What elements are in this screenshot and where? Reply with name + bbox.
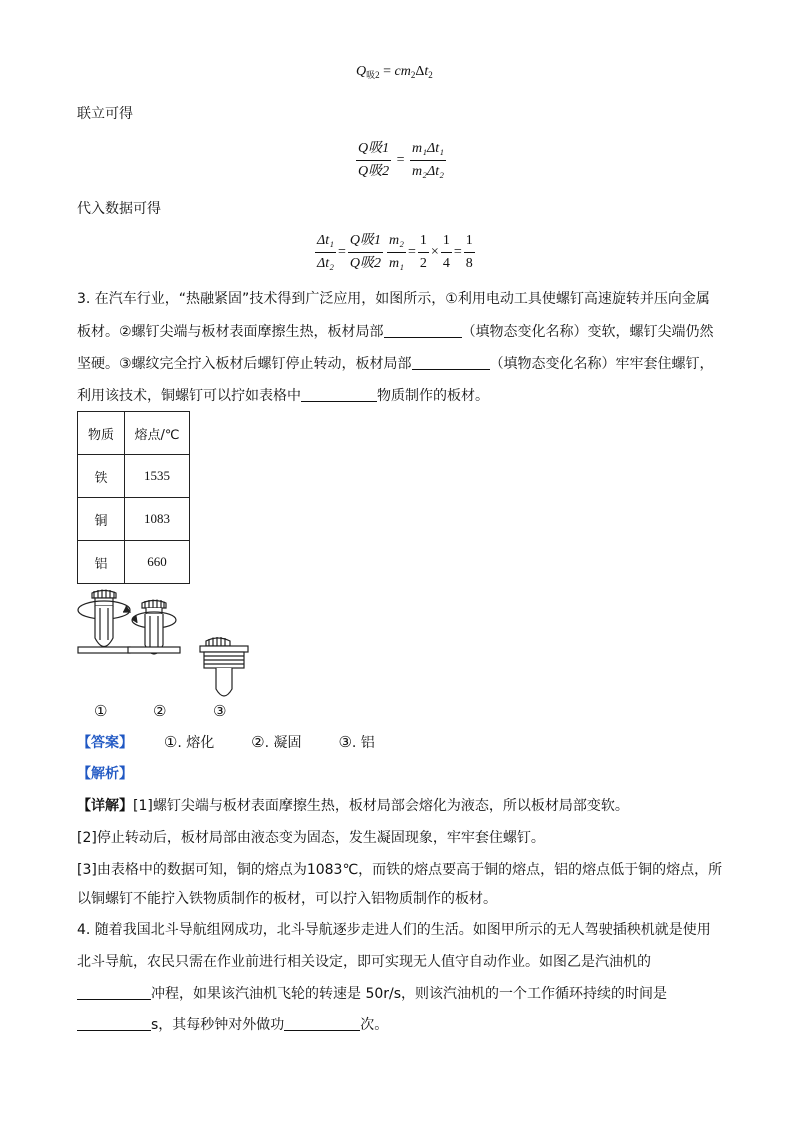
answer-3-number: ③ — [338, 733, 352, 751]
fraction-denominator: Q吸2 — [358, 164, 390, 179]
screw-1-illustration — [78, 590, 130, 654]
answer-3-text: . 铝 — [351, 735, 375, 751]
hot-melt-screw-figure — [70, 585, 260, 705]
formula-ratio — [354, 140, 448, 181]
q3-line-2-a: 板材。②螺钉尖端与板材表面摩擦生热，板材局部 — [77, 324, 384, 340]
answer-blank-5[interactable] — [77, 1016, 151, 1031]
fraction-q-ratio — [356, 140, 391, 181]
detail-text-1: [1]螺钉尖端与板材表面摩擦生热，板材局部会熔化为液态，所以板材局部变软。 — [133, 798, 629, 814]
text-dairu: 代入数据可得 — [77, 201, 161, 217]
q3-line-3-a: 坚硬。③螺纹完全拧入板材后螺钉停止转动，板材局部 — [77, 356, 412, 372]
q4-line-4-c: 次。 — [360, 1017, 389, 1033]
q3-line-2 — [77, 322, 714, 342]
text-lianli: 联立可得 — [77, 106, 133, 122]
table-row — [78, 498, 190, 541]
table-cell: 铝 — [78, 541, 125, 584]
q3-line-1: 3. 在汽车行业，“热融紧固”技术得到广泛应用，如图所示，①利用电动工具使螺钉高速旋转并压向金属 — [77, 291, 710, 307]
table-header-cell: 熔点/℃ — [125, 412, 190, 455]
formula-t-sub: 2 — [428, 70, 433, 80]
table-header-cell: 物质 — [78, 412, 125, 455]
q3-line-3-b: （填物态变化名称）牢牢套住螺钉， — [489, 356, 714, 372]
fraction-numerator: Q吸1 — [348, 232, 383, 253]
times-sign: × — [430, 244, 439, 260]
figure-label-3: ③ — [213, 702, 227, 720]
answer-1-number: ① — [163, 733, 178, 751]
table-cell: 660 — [125, 541, 190, 584]
fraction-delta-t — [315, 232, 336, 273]
detail-line-1 — [77, 796, 629, 816]
equals-sign: = — [408, 244, 416, 260]
q4-line-3 — [77, 984, 667, 1004]
table-header-row — [78, 412, 190, 455]
formula-m-sub: 2 — [410, 70, 416, 80]
fraction-denominator: m₂Δt₂ — [412, 164, 444, 179]
q4-line-4 — [77, 1015, 388, 1035]
q4-line-4-b: s，其每秒钟对外做功 — [151, 1017, 285, 1033]
fraction-one-half — [418, 232, 429, 273]
q3-line-4 — [77, 386, 489, 406]
table-row — [78, 541, 190, 584]
answer-blank-3[interactable] — [301, 387, 377, 402]
melting-point-table — [77, 411, 190, 584]
answer-2-number: ② — [251, 733, 265, 751]
formula-delta: Δ — [415, 64, 425, 79]
fraction-numerator: Δt₁ — [315, 232, 336, 253]
fraction-denominator: Δt₂ — [317, 256, 334, 271]
fraction-numerator: 1 — [418, 232, 429, 253]
fraction-numerator: m₁Δt₁ — [410, 140, 446, 161]
equals-sign: = — [383, 64, 395, 79]
q3-line-2-b: （填物态变化名称）变软，螺钉尖端仍然 — [461, 324, 714, 340]
fraction-denominator: 2 — [419, 256, 427, 271]
q4-line-2: 北斗导航，农民只需在作业前进行相关设定，即可实现无人值守自动作业。如图乙是汽油机的 — [77, 954, 651, 970]
answer-blank-2[interactable] — [412, 355, 490, 370]
fraction-denominator: m₁ — [389, 256, 404, 271]
table-cell: 铜 — [78, 498, 125, 541]
fraction-q — [348, 232, 383, 273]
fraction-m — [387, 232, 406, 273]
analysis-tag: 【解析】 — [77, 766, 133, 782]
answer-tag: 【答案】 — [77, 735, 133, 751]
screw-2-illustration — [128, 600, 180, 655]
answer-blank-1[interactable] — [384, 323, 462, 338]
table-row — [78, 455, 190, 498]
formula-cm: cm — [394, 64, 411, 79]
q4-line-1: 4. 随着我国北斗导航组网成功，北斗导航逐步走进人们的生活。如图甲所示的无人驾驶插秧机就是使用 — [77, 922, 711, 938]
fraction-one-quarter — [441, 232, 452, 273]
detail-line-3: [3]由表格中的数据可知，铜的熔点为1083℃，而铁的熔点要高于铜的熔点，铝的熔点低于铜的熔点，所 — [77, 862, 723, 878]
answer-row — [77, 732, 375, 753]
equals-sign: = — [396, 152, 405, 168]
fraction-one-eighth — [464, 232, 475, 273]
fraction-numerator: Q吸1 — [356, 140, 391, 161]
fraction-denominator: Q吸2 — [349, 256, 382, 271]
screw-3-illustration — [200, 637, 248, 696]
table-cell: 1083 — [125, 498, 190, 541]
formula-calculation — [313, 232, 477, 273]
table-cell: 铁 — [78, 455, 125, 498]
fraction-denominator: 4 — [442, 256, 450, 271]
fraction-numerator: 1 — [441, 232, 452, 253]
answer-1-text: . 熔化 — [177, 735, 215, 751]
formula-q: Q — [356, 64, 367, 79]
formula-heat-absorbed-2 — [356, 64, 433, 81]
detail-line-2: [2]停止转动后，板材局部由液态变为固态，发生凝固现象，牢牢套住螺钉。 — [77, 830, 545, 846]
equals-sign: = — [453, 244, 462, 260]
detail-line-4: 以铜螺钉不能拧入铁物质制作的板材，可以拧入铝物质制作的板材。 — [77, 891, 497, 907]
q3-line-3 — [77, 354, 714, 374]
formula-t: t — [424, 64, 429, 79]
fraction-denominator: 8 — [465, 256, 473, 271]
fraction-numerator: m₂ — [387, 232, 406, 253]
formula-q-sub: 吸2 — [366, 70, 380, 80]
q4-line-3-text: 冲程，如果该汽油机飞轮的转速是 50r/s，则该汽油机的一个工作循环持续的时间是 — [151, 986, 668, 1002]
figure-label-1: ① — [94, 702, 108, 720]
figure-label-2: ② — [153, 702, 167, 720]
fraction-mt-ratio — [410, 140, 446, 181]
q3-line-4-a: 利用该技术，铜螺钉可以拧如表格中 — [77, 388, 301, 404]
answer-2-text: . 凝固 — [264, 735, 302, 751]
table-cell: 1535 — [125, 455, 190, 498]
answer-blank-6[interactable] — [284, 1016, 360, 1031]
fraction-numerator: 1 — [464, 232, 475, 253]
equals-sign: = — [337, 244, 346, 260]
q3-line-4-b: 物质制作的板材。 — [377, 388, 489, 404]
detail-tag: 【详解】 — [77, 798, 133, 814]
answer-blank-4[interactable] — [77, 985, 151, 1000]
